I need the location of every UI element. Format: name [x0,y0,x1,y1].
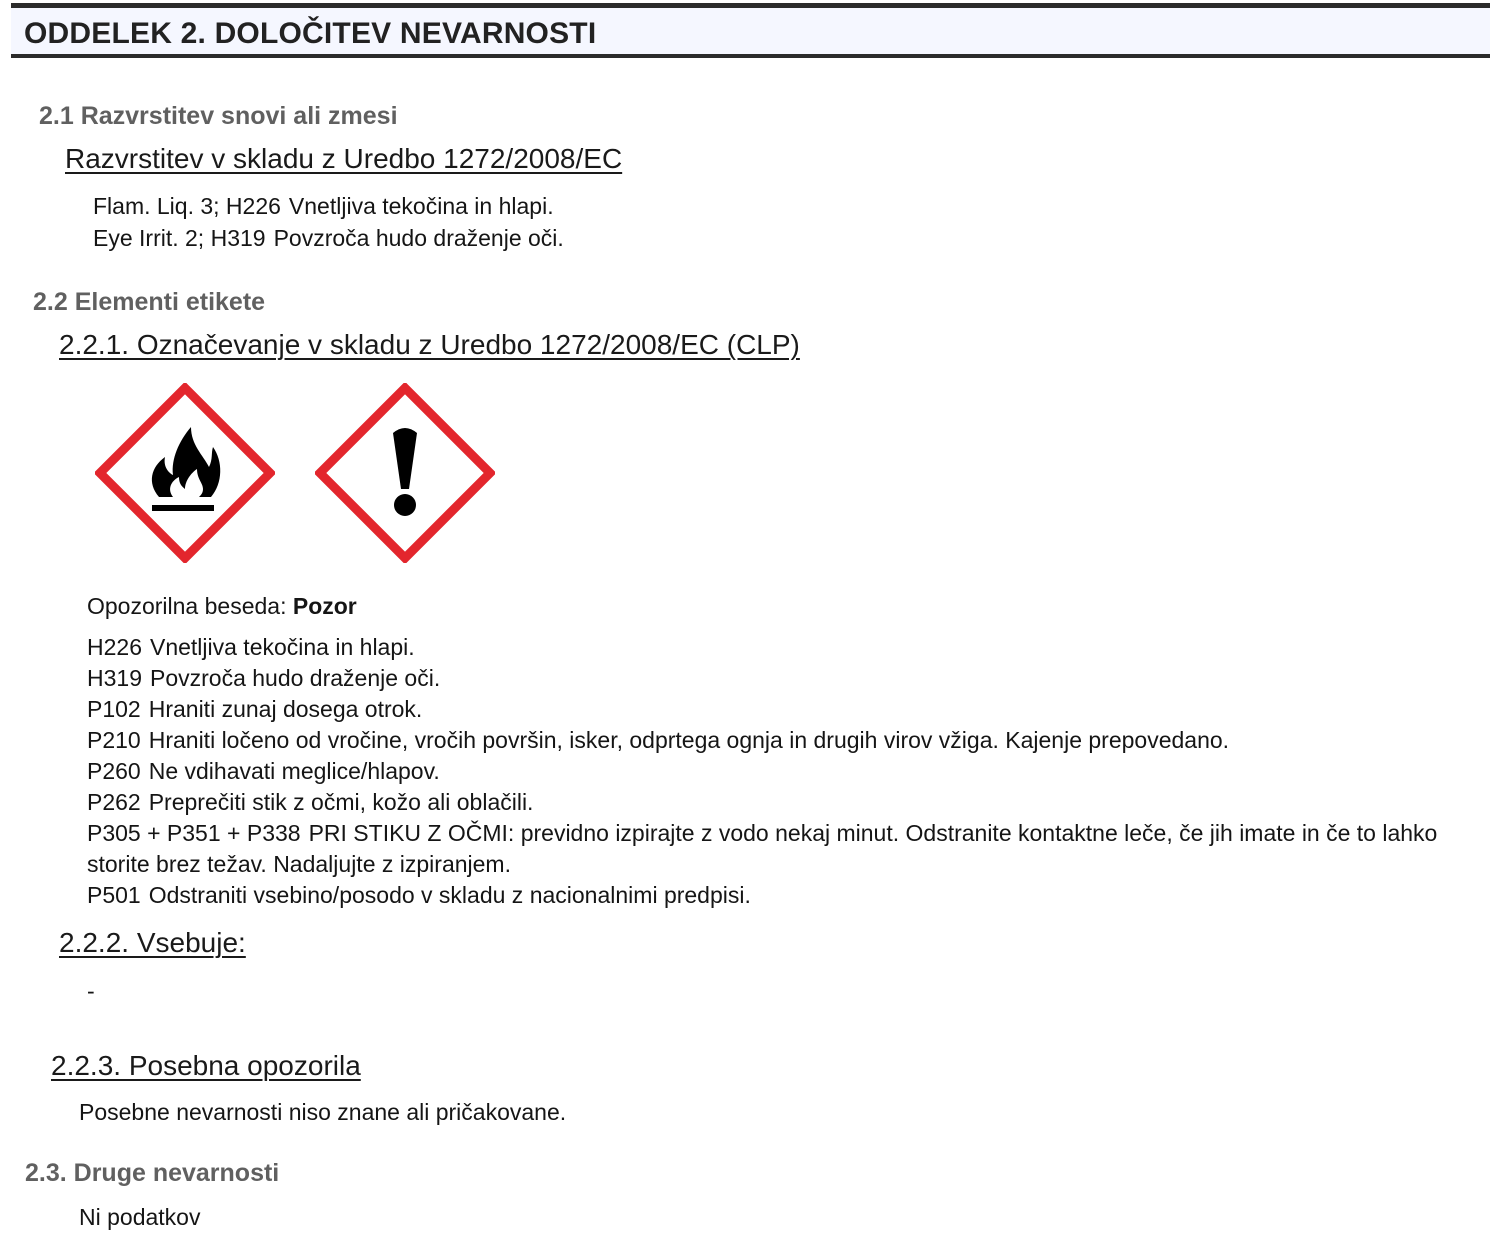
classification-code: Flam. Liq. 3; H226 [93,193,281,219]
statement-row [87,787,1467,818]
statement-text: Preprečiti stik z očmi, kožo ali oblačili. [148,789,534,815]
statement-row [87,632,1467,663]
statement-row [87,694,1467,725]
special-warnings-text: Posebne nevarnosti niso znane ali pričakovane. [79,1099,567,1125]
section-title: ODDELEK 2. DOLOČITEV NEVARNOSTI [24,17,597,50]
statement-text: Povzroča hudo draženje oči. [149,665,441,691]
statement-row [87,663,1467,694]
statement-code: P102 [87,696,141,722]
statement-code: P501 [87,882,141,908]
statement-code: P305 + P351 + P338 [87,820,301,846]
heading-2-2-1: 2.2.1. Označevanje v skladu z Uredbo 1272/2008/EC (CLP) [59,329,800,360]
heading-2-3: 2.3. Druge nevarnosti [25,1159,280,1187]
statement-row [87,818,1467,880]
statement-code: H226 [87,634,142,660]
heading-2-2-3: 2.2.3. Posebna opozorila [51,1050,361,1081]
exclamation-mark-icon [315,383,495,563]
statement-text: Hraniti zunaj dosega otrok. [148,696,423,722]
heading-2-2: 2.2 Elementi etikete [33,288,266,316]
statement-text: Ne vdihavati meglice/hlapov. [148,758,440,784]
subheading-classification: Razvrstitev v skladu z Uredbo 1272/2008/EC [65,143,623,174]
heading-2-1: 2.1 Razvrstitev snovi ali zmesi [39,102,398,130]
classification-text: Vnetljiva tekočina in hlapi. [288,193,554,219]
statement-code: P262 [87,789,141,815]
statement-text: Vnetljiva tekočina in hlapi. [149,634,415,660]
signal-word-label: Opozorilna beseda: [87,593,287,619]
signal-word: Pozor [292,593,357,619]
section-header [11,3,1490,58]
classification-line-2 [93,225,564,252]
contains-value: - [87,978,95,1004]
other-hazards-text: Ni podatkov [79,1204,201,1230]
statement-code: P210 [87,727,141,753]
statement-code: H319 [87,665,142,691]
statement-row [87,756,1467,787]
hazard-statements [87,632,1467,911]
classification-text: Povzroča hudo draženje oči. [273,225,564,251]
statement-row [87,725,1467,756]
statement-text: Odstraniti vsebino/posodo v skladu z nacionalnimi predpisi. [148,882,751,908]
statement-text: PRI STIKU Z OČMI: previdno izpirajte z vodo nekaj minut. Odstranite kontaktne leče, če jih imate in če to lahko storite brez težav. Nadaljujte z izpiranjem. [87,820,1438,877]
statement-code: P260 [87,758,141,784]
classification-code: Eye Irrit. 2; H319 [93,225,266,251]
heading-2-2-2: 2.2.2. Vsebuje: [59,927,246,958]
statement-text: Hraniti ločeno od vročine, vročih površin, isker, odprtega ognja in drugih virov vžiga. Kajenje prepovedano. [148,727,1230,753]
classification-line-1 [93,193,554,220]
signal-word-line [87,593,357,620]
statement-row [87,880,1467,911]
flame-icon [95,383,275,563]
